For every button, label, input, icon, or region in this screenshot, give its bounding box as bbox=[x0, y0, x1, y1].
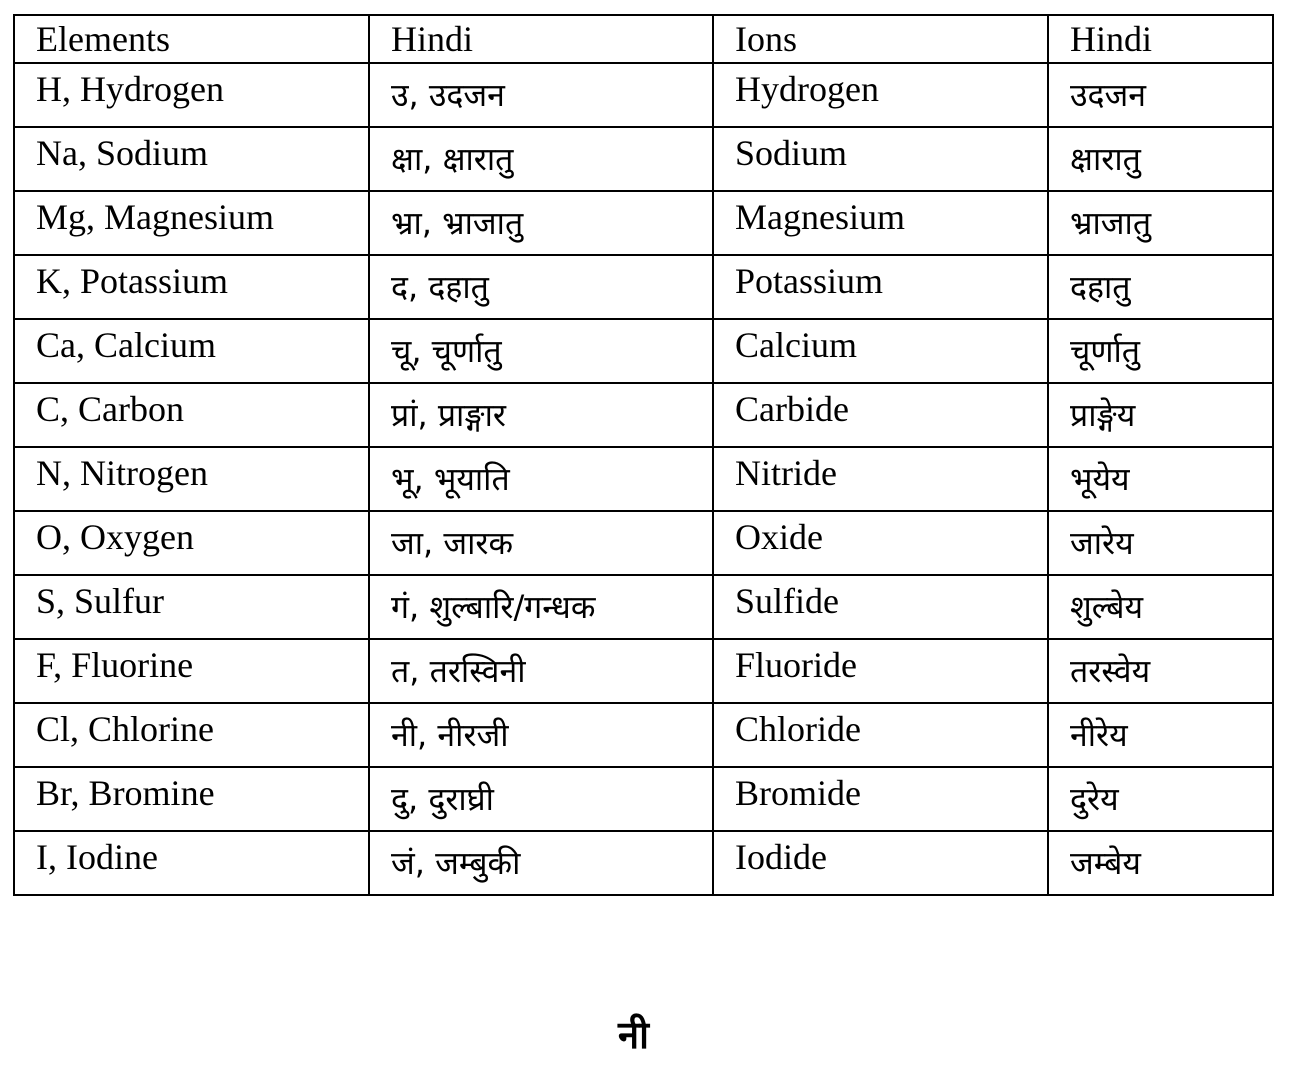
ion-hindi-cell: शुल्बेय bbox=[1048, 575, 1273, 639]
ion-cell: Calcium bbox=[713, 319, 1048, 383]
table-row bbox=[14, 319, 1273, 383]
header-element-hindi: Hindi bbox=[369, 15, 713, 63]
ion-hindi-cell: जम्बेय bbox=[1048, 831, 1273, 895]
ion-hindi-cell: नीरेय bbox=[1048, 703, 1273, 767]
table-row bbox=[14, 703, 1273, 767]
ion-cell: Bromide bbox=[713, 767, 1048, 831]
element-cell: Na, Sodium bbox=[14, 127, 369, 191]
ion-cell: Oxide bbox=[713, 511, 1048, 575]
cropped-text-fragment: नी bbox=[618, 1013, 649, 1057]
element-hindi-cell: उ, उदजन bbox=[369, 63, 713, 127]
element-hindi-cell: जा, जारक bbox=[369, 511, 713, 575]
table-row bbox=[14, 63, 1273, 127]
element-hindi-cell: प्रां, प्राङ्गार bbox=[369, 383, 713, 447]
element-cell: Br, Bromine bbox=[14, 767, 369, 831]
element-hindi-cell: दु, दुराघ्री bbox=[369, 767, 713, 831]
element-cell: Cl, Chlorine bbox=[14, 703, 369, 767]
ion-cell: Sodium bbox=[713, 127, 1048, 191]
elements-ions-table bbox=[13, 14, 1274, 896]
ion-hindi-cell: भूयेय bbox=[1048, 447, 1273, 511]
ion-hindi-cell: क्षारातु bbox=[1048, 127, 1273, 191]
table-row bbox=[14, 511, 1273, 575]
element-cell: K, Potassium bbox=[14, 255, 369, 319]
element-hindi-cell: गं, शुल्बारि/गन्धक bbox=[369, 575, 713, 639]
element-hindi-cell: भू, भूयाति bbox=[369, 447, 713, 511]
table-header-row bbox=[14, 15, 1273, 63]
element-cell: C, Carbon bbox=[14, 383, 369, 447]
ion-cell: Fluoride bbox=[713, 639, 1048, 703]
ion-cell: Sulfide bbox=[713, 575, 1048, 639]
element-cell: S, Sulfur bbox=[14, 575, 369, 639]
ion-hindi-cell: दुरेय bbox=[1048, 767, 1273, 831]
element-hindi-cell: भ्रा, भ्राजातु bbox=[369, 191, 713, 255]
ion-hindi-cell: उदजन bbox=[1048, 63, 1273, 127]
element-cell: O, Oxygen bbox=[14, 511, 369, 575]
ion-cell: Iodide bbox=[713, 831, 1048, 895]
element-cell: I, Iodine bbox=[14, 831, 369, 895]
ion-cell: Magnesium bbox=[713, 191, 1048, 255]
ion-hindi-cell: भ्राजातु bbox=[1048, 191, 1273, 255]
ion-hindi-cell: चूर्णातु bbox=[1048, 319, 1273, 383]
ion-cell: Nitride bbox=[713, 447, 1048, 511]
element-cell: N, Nitrogen bbox=[14, 447, 369, 511]
element-hindi-cell: चू, चूर्णातु bbox=[369, 319, 713, 383]
ion-hindi-cell: तरस्वेय bbox=[1048, 639, 1273, 703]
ion-cell: Hydrogen bbox=[713, 63, 1048, 127]
ion-cell: Chloride bbox=[713, 703, 1048, 767]
element-cell: H, Hydrogen bbox=[14, 63, 369, 127]
table-row bbox=[14, 447, 1273, 511]
element-hindi-cell: द, दहातु bbox=[369, 255, 713, 319]
header-elements: Elements bbox=[14, 15, 369, 63]
element-cell: F, Fluorine bbox=[14, 639, 369, 703]
table-row bbox=[14, 191, 1273, 255]
table-row bbox=[14, 255, 1273, 319]
ion-cell: Carbide bbox=[713, 383, 1048, 447]
element-cell: Ca, Calcium bbox=[14, 319, 369, 383]
header-ions: Ions bbox=[713, 15, 1048, 63]
ion-hindi-cell: दहातु bbox=[1048, 255, 1273, 319]
element-hindi-cell: नी, नीरजी bbox=[369, 703, 713, 767]
ion-cell: Potassium bbox=[713, 255, 1048, 319]
element-hindi-cell: जं, जम्बुकी bbox=[369, 831, 713, 895]
table-row bbox=[14, 383, 1273, 447]
element-hindi-cell: क्षा, क्षारातु bbox=[369, 127, 713, 191]
table-row bbox=[14, 127, 1273, 191]
ion-hindi-cell: जारेय bbox=[1048, 511, 1273, 575]
table-row bbox=[14, 575, 1273, 639]
element-hindi-cell: त, तरस्विनी bbox=[369, 639, 713, 703]
table-row bbox=[14, 639, 1273, 703]
ion-hindi-cell: प्राङ्गेय bbox=[1048, 383, 1273, 447]
header-ion-hindi: Hindi bbox=[1048, 15, 1273, 63]
table-row bbox=[14, 767, 1273, 831]
table-row bbox=[14, 831, 1273, 895]
element-cell: Mg, Magnesium bbox=[14, 191, 369, 255]
